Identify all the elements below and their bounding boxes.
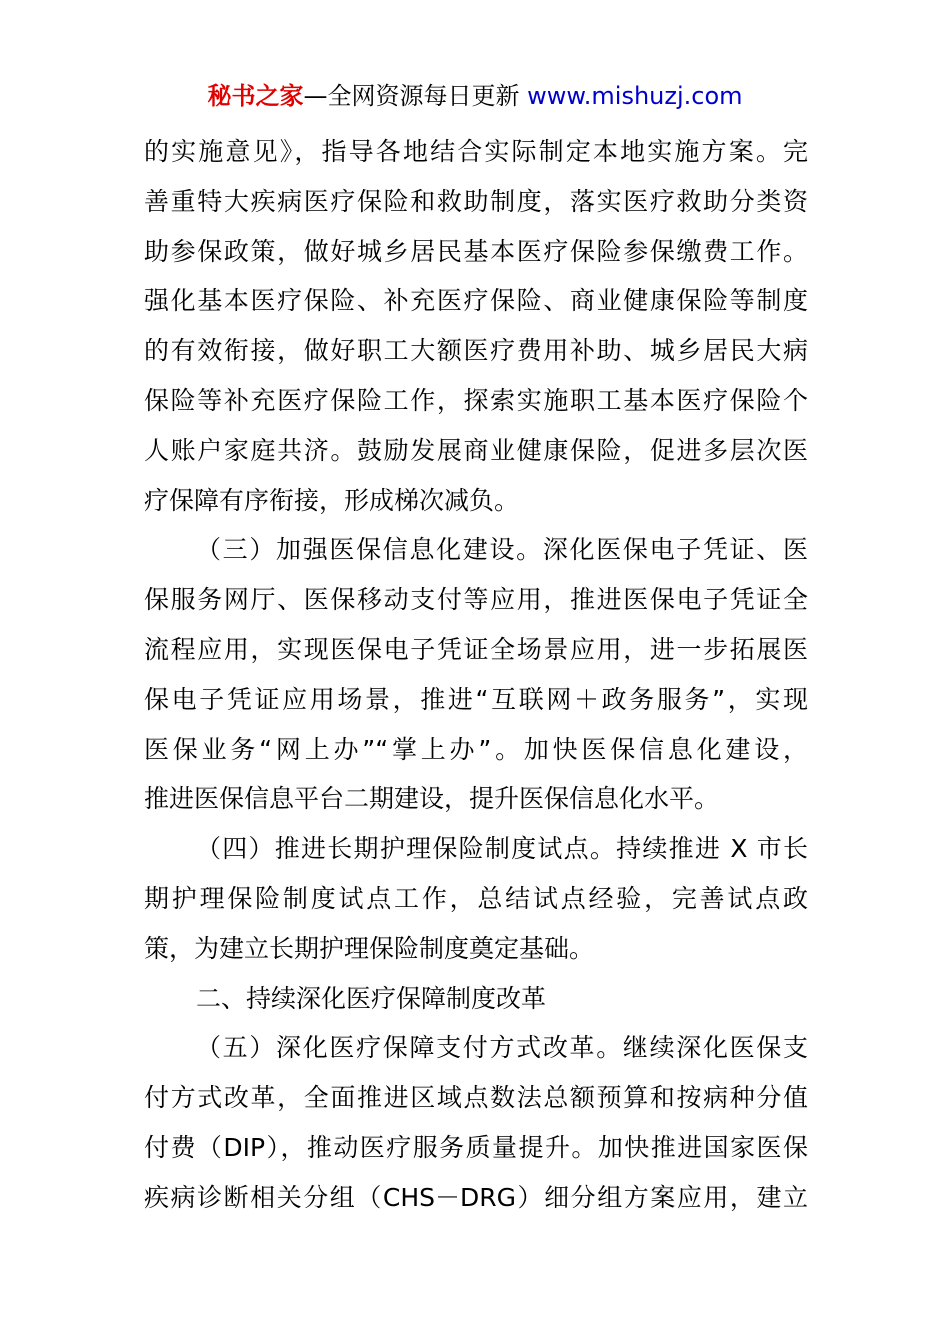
text-line: 流程应用，实现医保电子凭证全场景应用，进一步拓展医 xyxy=(144,634,808,664)
text-line: 疗保障有序衔接，形成梯次减负。 xyxy=(144,485,520,515)
paragraph-first-line: （三）加强医保信息化建设。深化医保电子凭证、医 xyxy=(196,535,808,565)
text-line: 医保业务“网上办”“掌上办”。加快医保信息化建设， xyxy=(144,734,808,764)
text-line: 保险等补充医疗保险工作，探索实施职工基本医疗保险个 xyxy=(144,385,808,415)
text-line: 保服务网厅、医保移动支付等应用，推进医保电子凭证全 xyxy=(144,585,808,615)
text-line: 善重特大疾病医疗保险和救助制度，落实医疗救助分类资 xyxy=(144,186,808,216)
text-line: 保电子凭证应用场景，推进“互联网＋政务服务”，实现 xyxy=(144,684,808,714)
section-heading: 二、持续深化医疗保障制度改革 xyxy=(196,983,547,1013)
text-line: 人账户家庭共济。鼓励发展商业健康保险，促进多层次医 xyxy=(144,435,808,465)
paragraph-first-line: （五）深化医疗保障支付方式改革。继续深化医保支 xyxy=(196,1033,808,1063)
site-header xyxy=(0,80,950,112)
paragraph-first-line: （四）推进长期护理保险制度试点。持续推进 X 市长 xyxy=(196,834,808,864)
text-line: 策，为建立长期护理保险制度奠定基础。 xyxy=(144,933,595,963)
text-line: 推进医保信息平台二期建设，提升医保信息化水平。 xyxy=(144,784,720,814)
brand-name: 秘书之家 xyxy=(207,82,304,110)
text-line: 疾病诊断相关分组（CHS－DRG）细分组方案应用，建立 xyxy=(144,1182,808,1212)
text-line: 付费（DIP），推动医疗服务质量提升。加快推进国家医保 xyxy=(144,1132,808,1162)
text-line: 强化基本医疗保险、补充医疗保险、商业健康保险等制度 xyxy=(144,286,808,316)
text-line: 助参保政策，做好城乡居民基本医疗保险参保缴费工作。 xyxy=(144,236,808,266)
site-url-link[interactable]: www.mishuzj.com xyxy=(527,82,743,110)
document-body xyxy=(144,127,808,1223)
text-line: 付方式改革，全面推进区域点数法总额预算和按病种分值 xyxy=(144,1083,808,1113)
text-line: 期护理保险制度试点工作，总结试点经验，完善试点政 xyxy=(144,883,808,913)
header-tagline: —全网资源每日更新 xyxy=(303,82,528,110)
text-line: 的有效衔接，做好职工大额医疗费用补助、城乡居民大病 xyxy=(144,336,808,366)
text-line: 的实施意见》，指导各地结合实际制定本地实施方案。完 xyxy=(144,137,808,166)
